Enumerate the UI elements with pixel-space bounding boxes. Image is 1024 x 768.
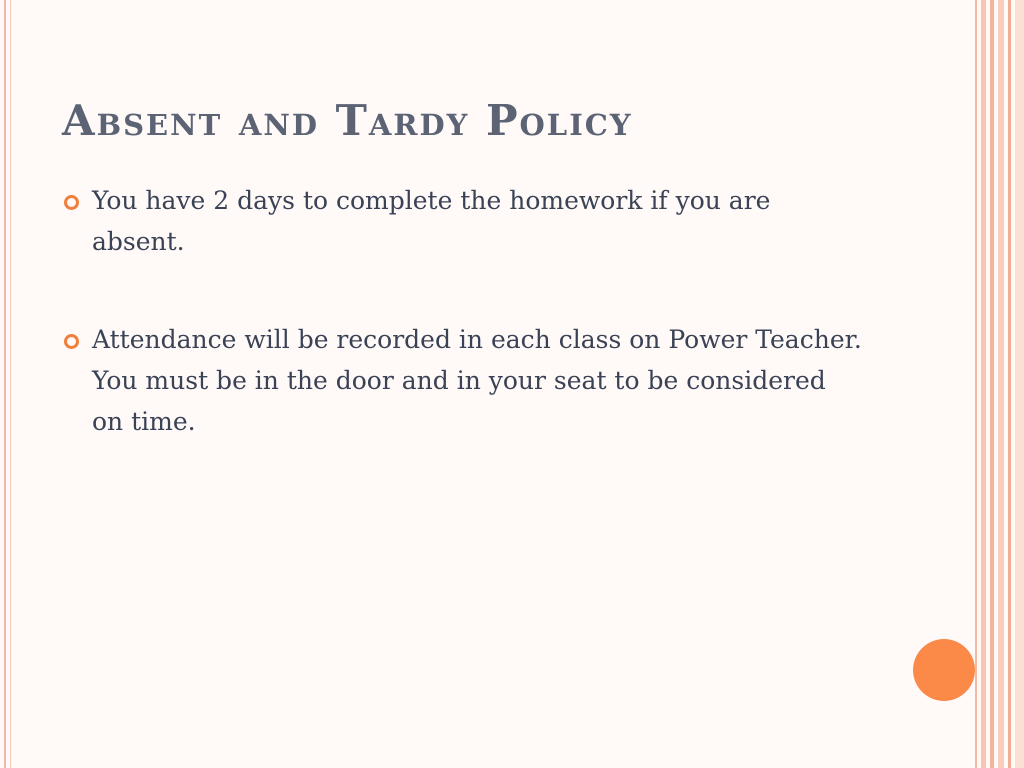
orange-circle-icon (913, 639, 975, 701)
bullet-text: You have 2 days to complete the homework if you are absent. (92, 186, 771, 256)
ring-bullet-icon (64, 195, 79, 210)
bullet-text: Attendance will be recorded in each class on Power Teacher. You must be in the door and in your seat to be considered on time. (92, 325, 862, 436)
slide-title: Absent and Tardy Policy (62, 96, 633, 145)
bullet-item (62, 319, 862, 442)
left-border-line-inner (10, 0, 11, 768)
right-stripe (990, 0, 994, 768)
bullet-list (62, 180, 862, 442)
ring-bullet-icon (64, 334, 79, 349)
right-stripe (998, 0, 1004, 768)
left-border-line (4, 0, 6, 768)
bullet-item (62, 180, 862, 262)
right-stripe (975, 0, 977, 768)
right-stripe (1008, 0, 1011, 768)
right-stripe (981, 0, 986, 768)
right-stripe (1015, 0, 1024, 768)
